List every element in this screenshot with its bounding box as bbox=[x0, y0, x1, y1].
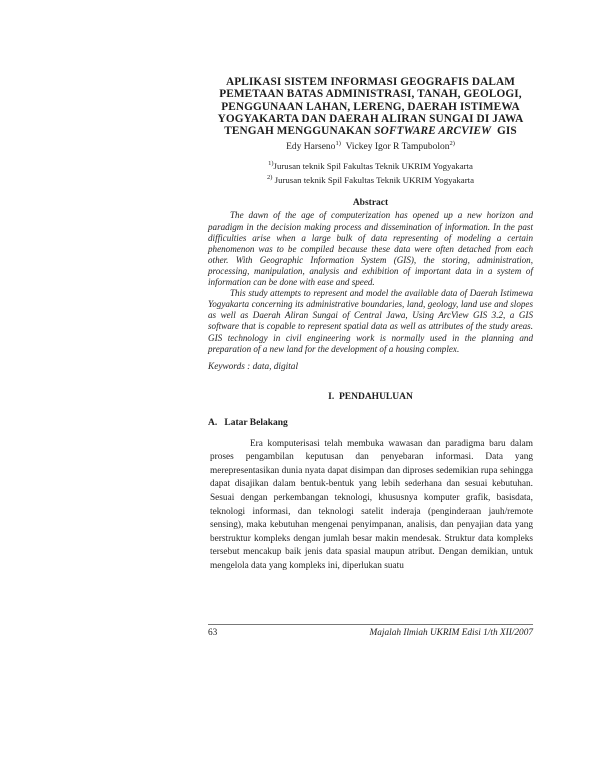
journal-name: Majalah Ilmiah UKRIM Edisi 1/th XII/2007 bbox=[369, 628, 533, 638]
subsection-heading: A. Latar Belakang bbox=[208, 417, 288, 428]
title-line-last bbox=[200, 125, 541, 137]
affiliations bbox=[208, 158, 533, 186]
section-heading: I. PENDAHULUAN bbox=[328, 391, 413, 402]
affiliation-line bbox=[208, 158, 533, 172]
title-line: YOGYAKARTA DAN DAERAH ALIRAN SUNGAI DI JAWA bbox=[217, 112, 524, 125]
title-line: PEMETAAN BATAS ADMINISTRASI, TANAH, GEOLOGI, bbox=[219, 88, 522, 101]
title-line-prefix: TENGAH MENGGUNAKAN bbox=[224, 125, 375, 138]
author-sup: 1) bbox=[335, 140, 341, 148]
paper-content bbox=[208, 76, 533, 574]
abstract-body bbox=[208, 210, 533, 354]
affiliation-text: Jurusan teknik Spil Fakultas Teknik UKRIM Yogyakarta bbox=[273, 160, 473, 171]
title-line: APLIKASI SISTEM INFORMASI GEOGRAFIS DALAM bbox=[225, 76, 516, 88]
title-line: PENGGUNAAN LAHAN, LERENG, DAERAH ISTIMEWA bbox=[221, 100, 520, 113]
author-name: Edy Harseno bbox=[286, 142, 336, 153]
footer-divider bbox=[208, 624, 533, 625]
abstract-paragraph: This study attempts to represent and model the available data of Daerah Istimewa Yogyakarta concerning its administrative boundaries, land, geology, land use and slopes as well as Daerah Aliran Sungai of Central Jawa, Using ArcView GIS 3.2, a GIS software that is copable to represent spatial data as well as attributes of the study areas. GIS technology in civil engineering work is normally used in the planning and preparation of a new land for the development of a housing complex. bbox=[208, 288, 533, 354]
abstract-heading: Abstract bbox=[352, 198, 389, 209]
affiliation-sup: 1) bbox=[268, 159, 274, 167]
authors bbox=[208, 140, 533, 152]
keywords: Keywords : data, digital bbox=[208, 361, 299, 372]
page-number: 63 bbox=[208, 628, 218, 638]
author-sup: 2) bbox=[449, 140, 455, 148]
body-paragraph: Era komputerisasi telah membuka wawasan dan paradigma baru dalam proses pengambilan keputusan dan penyebaran informasi. Data yang merepresentasikan dunia nyata dapat disimpan dan diproses sedemikian rupa sehingga dapat disajikan dalam bentuk-bentuk yang lebih sederhana dan sesuai kebutuhan. Sesuai dengan perkembangan teknologi, khususnya komputer grafik, basisdata, teknologi informasi, dan teknologi satelit inderaja (penginderaan jauh/remote sensing), maka kebutuhan mengenai penyimpanan, analisis, dan penyajian data yang berstruktur kompleks dengan jumlah besar makin mendesak. Struktur data kompleks tersebut mencakup baik jenis data spasial maupun atribut. Dengan demikian, untuk mengelola data yang kompleks ini, diperlukan suatu bbox=[210, 438, 533, 572]
abstract-paragraph: The dawn of the age of computerization has opened up a new horizon and paradigm in the decision making process and dissemination of information. In the past difficulties arise when a large bulk of data representing of modeling a certain phenomenon was to be compiled because these data were often detached from each other. With Geographic Information System (GIS), the storing, administration, processing, manipulation, analysis and exhibition of important data in a system of information can be done with ease and speed. bbox=[208, 210, 533, 288]
body-text bbox=[210, 438, 533, 574]
paper-title bbox=[200, 76, 541, 137]
title-line-suffix: GIS bbox=[491, 125, 517, 138]
affiliation-line bbox=[208, 172, 533, 186]
title-software-name: SOFTWARE ARCVIEW bbox=[374, 125, 492, 138]
affiliation-text: Jurusan teknik Spil Fakultas Teknik UKRIM Yogyakarta bbox=[274, 174, 474, 185]
author-name: Vickey Igor R Tampubolon bbox=[345, 142, 450, 153]
affiliation-sup: 2) bbox=[267, 173, 273, 181]
